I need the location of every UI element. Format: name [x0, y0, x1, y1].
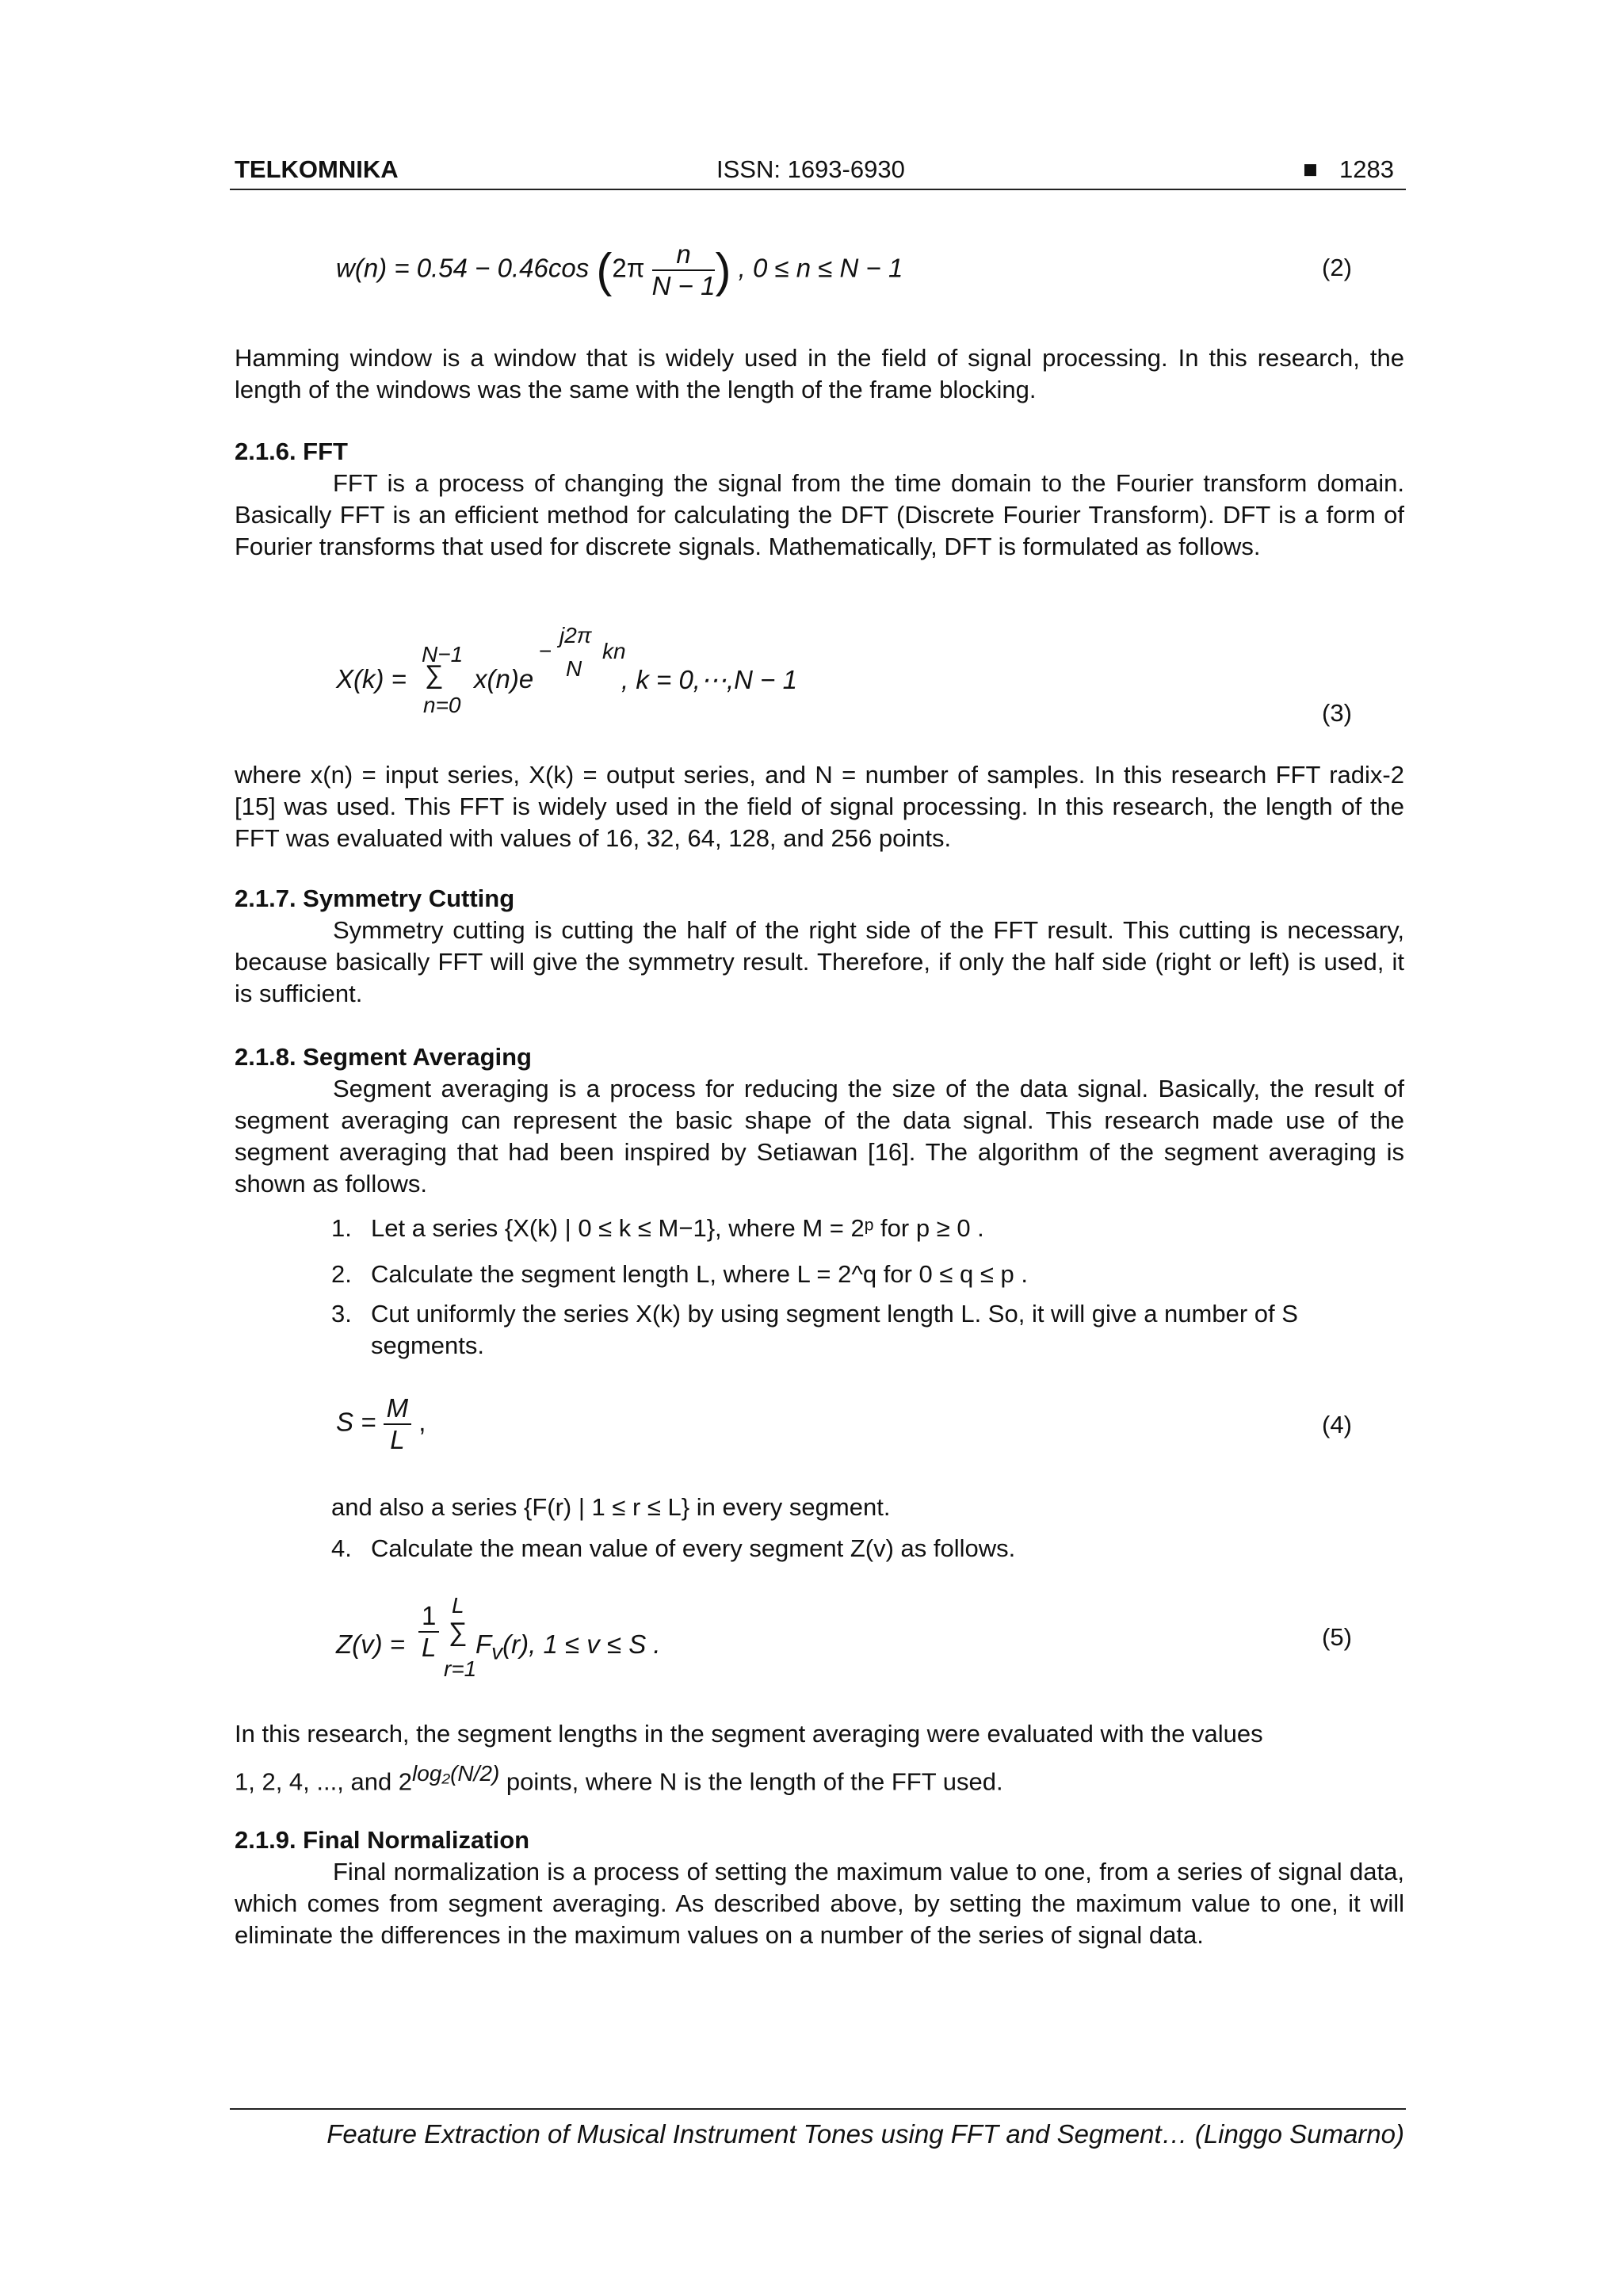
eq3-exp-kn: kn	[602, 639, 626, 663]
list-item-text: Calculate the mean value of every segment Z(v) as follows.	[371, 1534, 1016, 1562]
eq3-sum-bottom: n=0	[423, 693, 461, 717]
eq2-frac-num: n	[652, 239, 716, 271]
eq5-body-sub: v	[491, 1639, 503, 1664]
list-item-text: Cut uniformly the series X(k) by using segment length L. So, it will give a number of S segments.	[371, 1300, 1298, 1359]
eq2-condition: , 0 ≤ n ≤ N − 1	[738, 253, 903, 283]
eq3-exp-top: j2π	[559, 623, 592, 648]
eq4-number: (4)	[1322, 1411, 1352, 1438]
eq5-sum-symbol: ∑	[449, 1617, 468, 1646]
eq4-frac-num: M	[384, 1393, 412, 1425]
normalization-paragraph: Final normalization is a process of setting the maximum value to one, from a series of signal data, which comes from segment averaging. As described above, by setting the maximum value to one, it will eliminate the differences in the maximum values on a number of the series of signal data.	[235, 1858, 1404, 1949]
issn: ISSN: 1693-6930	[716, 155, 905, 183]
footer-rule	[230, 2108, 1406, 2110]
header-rule	[230, 189, 1406, 190]
page-number: 1283	[1339, 155, 1394, 183]
list-item-number: 3.	[331, 1300, 352, 1328]
eq3-number: (3)	[1322, 699, 1352, 727]
where-paragraph: where x(n) = input series, X(k) = output series, and N = number of samples. In this research FFT radix-2 [15] was used. This FFT is widely used in the field of signal processing. In this research, the length of the FFT was evaluated with values of 16, 32, 64, 128, and 256 points.	[235, 761, 1404, 852]
segment-heading: 2.1.8. Segment Averaging	[235, 1043, 532, 1071]
seglen-exponent: log₂(N/2)	[412, 1761, 500, 1786]
eq3-exp-minus: −	[539, 639, 552, 663]
journal-name: TELKOMNIKA	[235, 155, 399, 183]
eq2-lhs: w(n) = 0.54 − 0.46cos	[336, 253, 590, 283]
list-item-text: Calculate the segment length L, where L = 2^q for 0 ≤ q ≤ p .	[371, 1260, 1028, 1288]
fft-paragraph: FFT is a process of changing the signal from the time domain to the Fourier transform domain. Basically FFT is an efficient method for calculating the DFT (Discrete Fourier Transform). DFT is a form of Fourier transforms that used for discrete signals. Mathematically, DFT is formulated as follows.	[235, 469, 1404, 560]
eq3-lhs: X(k) =	[336, 664, 407, 693]
equation-5	[336, 1593, 780, 1696]
equation-4	[336, 1393, 426, 1455]
eq5-sum-bottom: r=1	[444, 1656, 477, 1681]
eq2-frac-den: N − 1	[651, 271, 716, 300]
eq2-two-pi: 2π	[612, 253, 645, 283]
list-item-number: 4.	[331, 1534, 352, 1562]
eq5-number: (5)	[1322, 1623, 1352, 1651]
eq2-number: (2)	[1322, 254, 1352, 281]
seglen-text-b: points, where N is the length of the FFT used.	[499, 1767, 1003, 1796]
eq5-sum-top: L	[452, 1593, 464, 1618]
fft-heading: 2.1.6. FFT	[235, 437, 348, 465]
list-item-number: 2.	[331, 1260, 352, 1288]
seglen-text-a: 1, 2, 4, ..., and 2	[235, 1767, 413, 1796]
equation-3	[336, 623, 907, 731]
eq5-body: F	[475, 1629, 492, 1659]
hamming-paragraph: Hamming window is a window that is widely used in the field of signal processing. In this research, the length of the windows was the same with the length of the frame blocking.	[235, 344, 1404, 403]
eq4-lhs: S =	[336, 1407, 376, 1437]
eq3-condition: , k = 0,⋯,N − 1	[621, 665, 797, 694]
eq3-body: x(n)e	[474, 664, 534, 693]
footer-text: Feature Extraction of Musical Instrument Tones using FFT and Segment… (Linggo Sumarno)	[327, 2119, 1404, 2149]
eq5-frac-num: 1	[418, 1601, 439, 1633]
eq3-sum-symbol: ∑	[425, 659, 444, 689]
eq5-body-tail: (r), 1 ≤ v ≤ S .	[502, 1629, 661, 1659]
eq5-lhs: Z(v) =	[336, 1629, 406, 1659]
symmetry-paragraph: Symmetry cutting is cutting the half of the right side of the FFT result. This cutting is necessary, because basically FFT will give the symmetry result. Therefore, if only the half side (right or left) is used, it is sufficient.	[235, 916, 1404, 1007]
segment-paragraph: Segment averaging is a process for reducing the size of the data signal. Basically, the result of segment averaging can represent the basic shape of the data signal. This research made use of the segment averaging that had been inspired by Setiawan [16]. The algorithm of the segment averaging is shown as follows.	[235, 1075, 1404, 1198]
also-series-line: and also a series {F(r) | 1 ≤ r ≤ L} in every segment.	[331, 1493, 891, 1521]
page-marker: ■	[1303, 155, 1318, 183]
symmetry-heading: 2.1.7. Symmetry Cutting	[235, 884, 515, 912]
list-item-text: Let a series {X(k) | 0 ≤ k ≤ M−1}, where M = 2ᵖ for p ≥ 0 .	[371, 1214, 984, 1242]
eq4-tail: ,	[418, 1407, 426, 1437]
equation-2: w(n) = 0.54 − 0.46cos (2π $\frac{n}{N - 1}$ ) , 0 ≤ n ≤ N − 1	[336, 239, 903, 300]
segment-length-line-2	[235, 1761, 1003, 1796]
eq4-frac-den: L	[390, 1425, 405, 1454]
list-item-number: 1.	[331, 1214, 352, 1242]
normalization-heading: 2.1.9. Final Normalization	[235, 1826, 530, 1854]
eq3-sum-top: N−1	[422, 642, 464, 667]
eq3-exp-den: N	[566, 656, 582, 681]
segment-length-line-1: In this research, the segment lengths in the segment averaging were evaluated with the values	[235, 1720, 1263, 1748]
eq5-frac-den: L	[422, 1633, 437, 1662]
